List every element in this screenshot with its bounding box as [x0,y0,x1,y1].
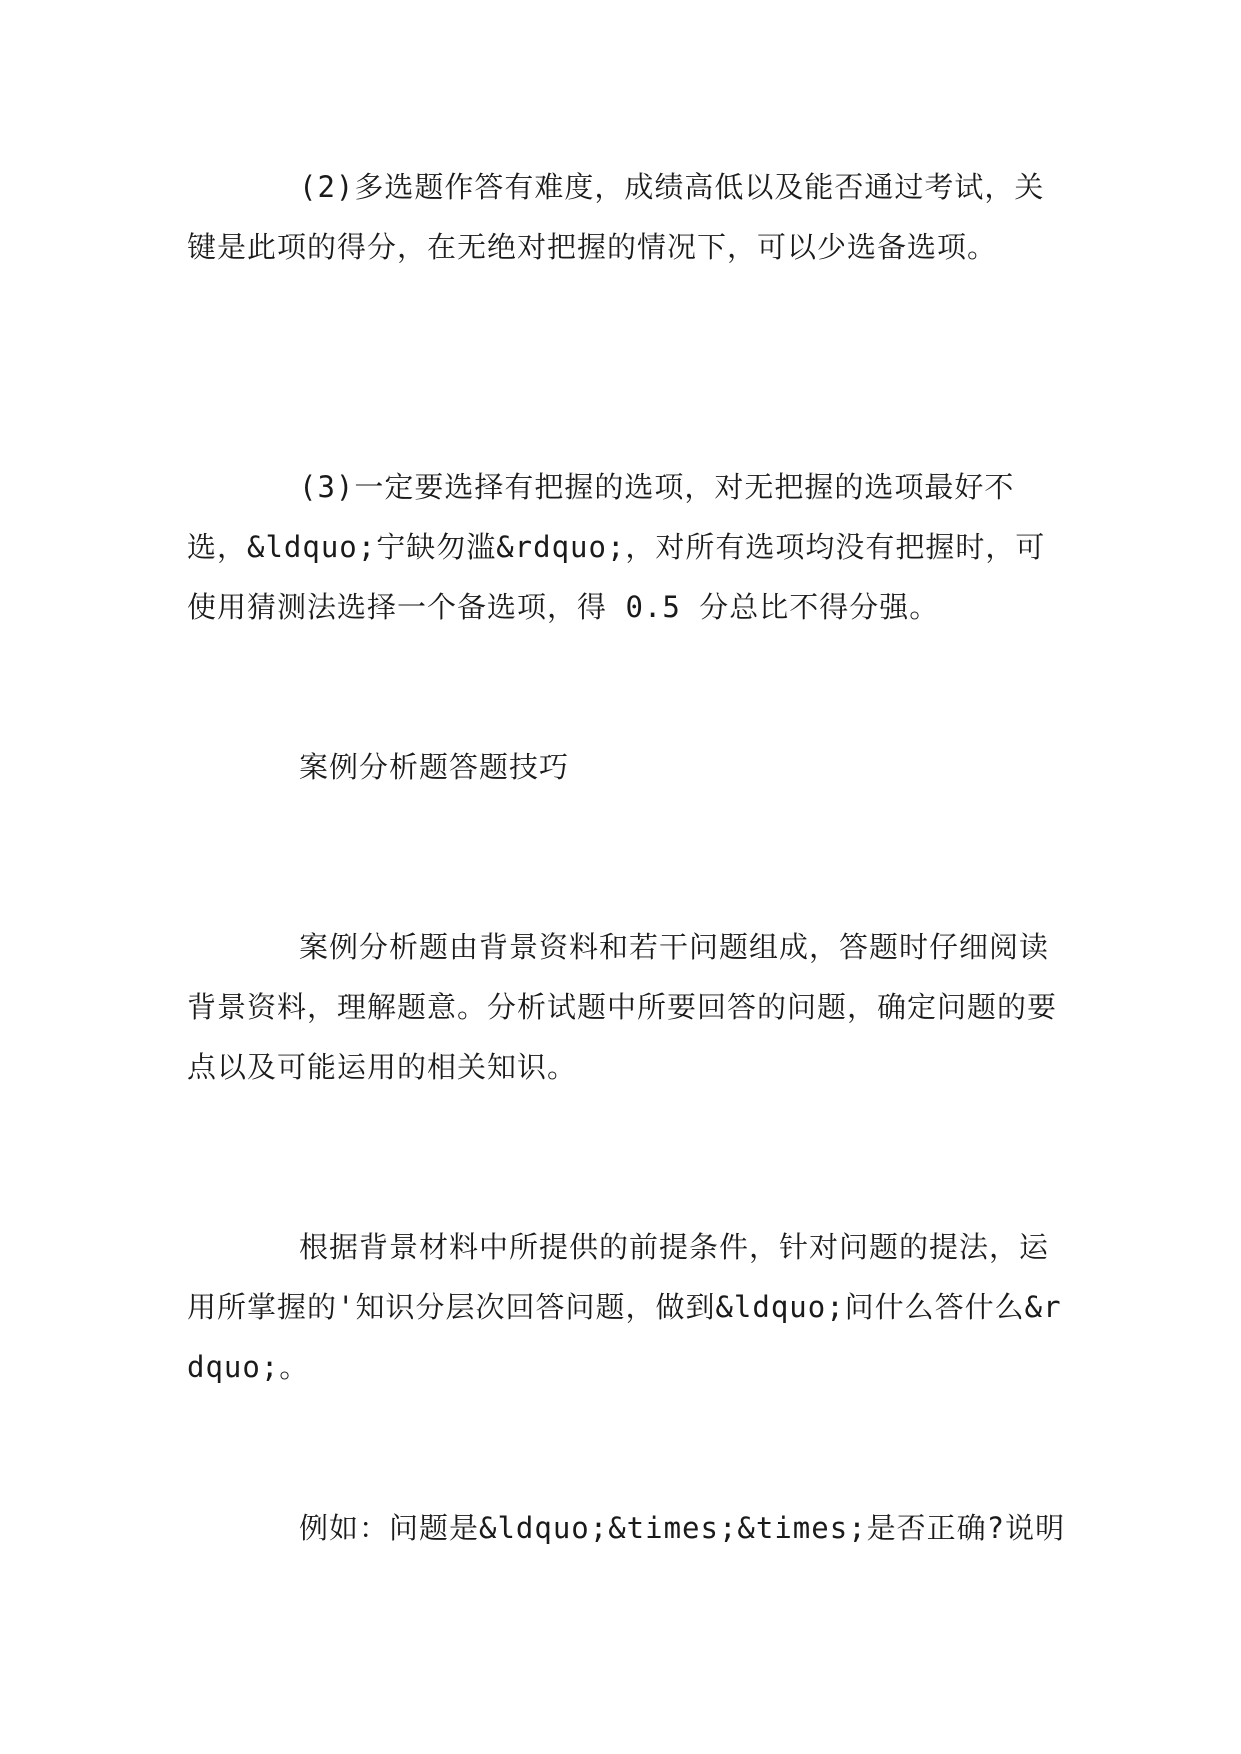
section-heading-case-analysis: 案例分析题答题技巧 [299,750,570,784]
paragraph-example: 例如：问题是&ldquo;&times;&times;是否正确?说明 [299,1511,1066,1545]
paragraph-case-analysis-intro: 案例分析题由背景资料和若干问题组成，答题时仔细阅读背景资料，理解题意。分析试题中所要回答的问题，确定问题的要点以及可能运用的相关知识。 [187,930,1058,1084]
paragraph-multiple-choice-tip: (2)多选题作答有难度，成绩高低以及能否通过考试，关键是此项的得分，在无绝对把握的情况下，可以少选备选项。 [187,170,1045,264]
paragraph-answer-by-layers: 根据背景材料中所提供的前提条件，针对问题的提法，运用所掌握的'知识分层次回答问题，做到&ldquo;问什么答什么&rdquo;。 [187,1230,1062,1384]
paragraph-select-confident-options: (3)一定要选择有把握的选项，对无把握的选项最好不选，&ldquo;宁缺勿滥&rdquo;，对所有选项均没有把握时，可使用猜测法选择一个备选项，得 0.5 分总比不得分强。 [187,470,1046,624]
